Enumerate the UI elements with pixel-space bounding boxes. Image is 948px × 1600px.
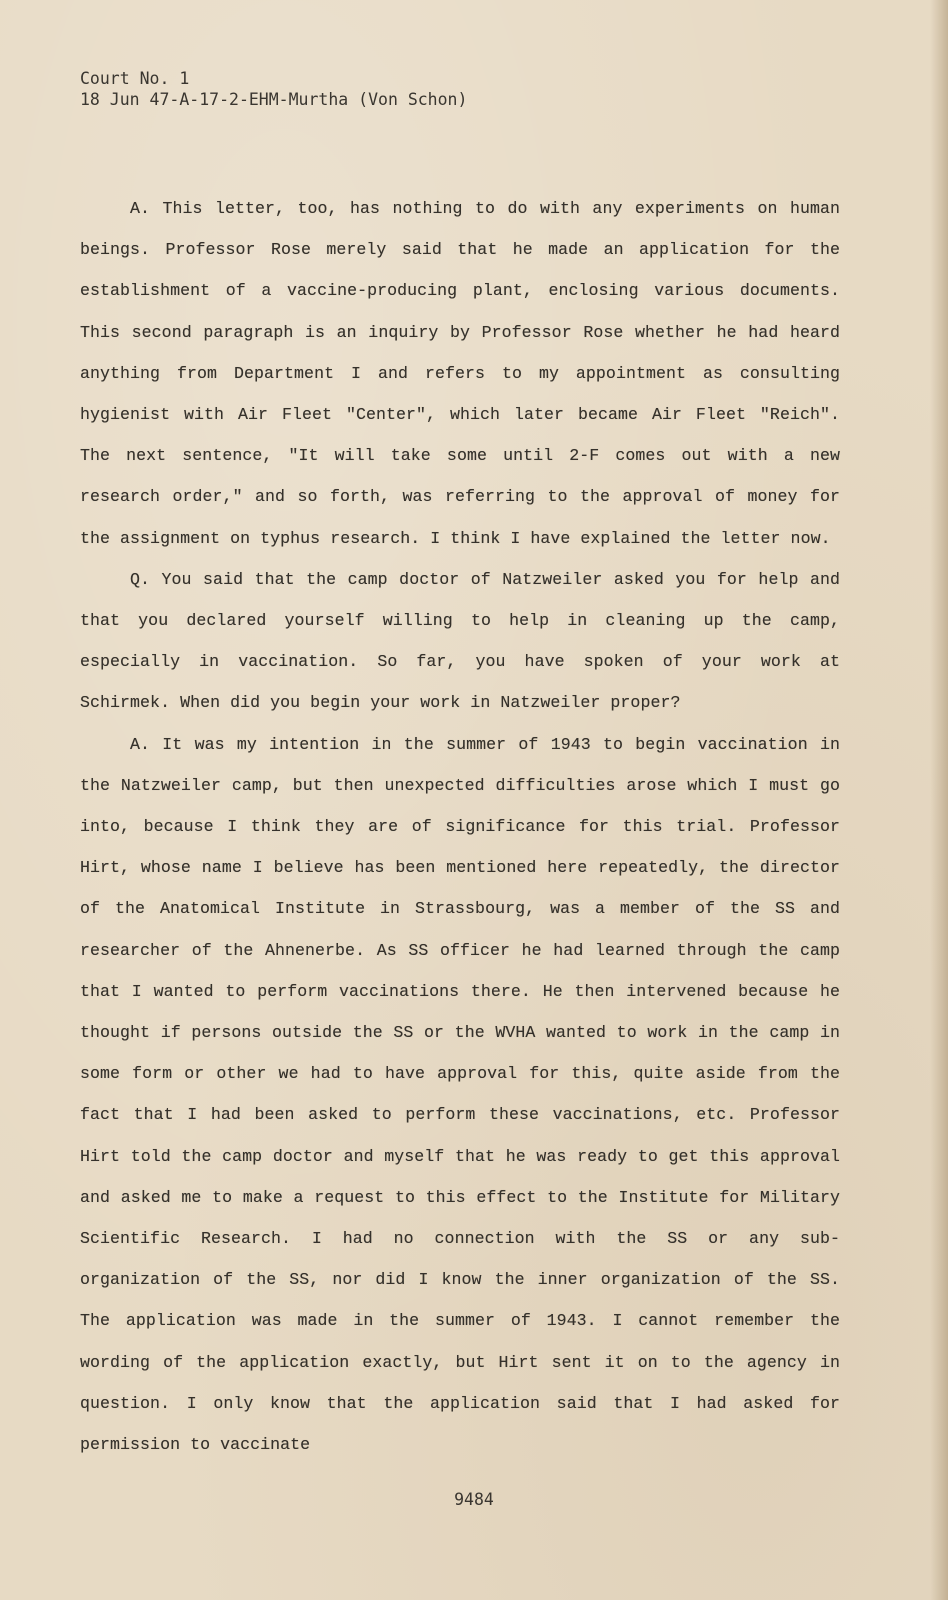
page-number: 9484 <box>454 1490 494 1509</box>
question-paragraph-natzweiler: Q. You said that the camp doctor of Natzweiler asked you for help and that you declared yourself willing to help in cleaning up the camp, especially in vaccination. So far, you have spoken of your work at Schirmek. When did you begin your work in Natzweiler proper? <box>80 569 840 713</box>
transcript-body <box>80 188 840 1465</box>
page-edge-shadow <box>930 0 948 1600</box>
court-number: Court No. 1 <box>80 69 190 88</box>
transcript-reference: 18 Jun 47-A-17-2-EHM-Murtha (Von Schon) <box>80 90 468 109</box>
document-header <box>80 68 467 110</box>
answer-paragraph-letter: A. This letter, too, has nothing to do with any experiments on human beings. Professor Rose merely said that he made an application for the establishment of a vaccine-producing plant, enclosing various documents. This second paragraph is an inquiry by Professor Rose whether he had heard anything from Department I and refers to my appointment as consulting hygienist with Air Fleet "Center", which later became Air Fleet "Reich". The next sentence, "It will take some until 2-F comes out with a new research order," and so forth, was referring to the approval of money for the assignment on typhus research. I think I have explained the letter now. <box>80 199 840 548</box>
answer-paragraph-vaccination: A. It was my intention in the summer of 1943 to begin vaccination in the Natzweiler camp, but then unexpected difficulties arose which I must go into, because I think they are of significance for this trial. Professor Hirt, whose name I believe has been mentioned here repeatedly, the director of the Anatomical Institute in Strassbourg, was a member of the SS and researcher of the Ahnenerbe. As SS officer he had learned through the camp that I wanted to perform vaccinations there. He then intervened because he thought if persons outside the SS or the WVHA wanted to work in the camp in some form or other we had to have approval for this, quite aside from the fact that I had been asked to perform these vaccinations, etc. Professor Hirt told the camp doctor and myself that he was ready to get this approval and asked me to make a request to this effect to the Institute for Military Scientific Research. I had no connection with the SS or any sub-organization of the SS, nor did I know the inner organization of the SS. The application was made in the summer of 1943. I cannot remember the wording of the application exactly, but Hirt sent it on to the agency in question. I only know that the application said that I had asked for permission to vaccinate <box>80 734 840 1455</box>
